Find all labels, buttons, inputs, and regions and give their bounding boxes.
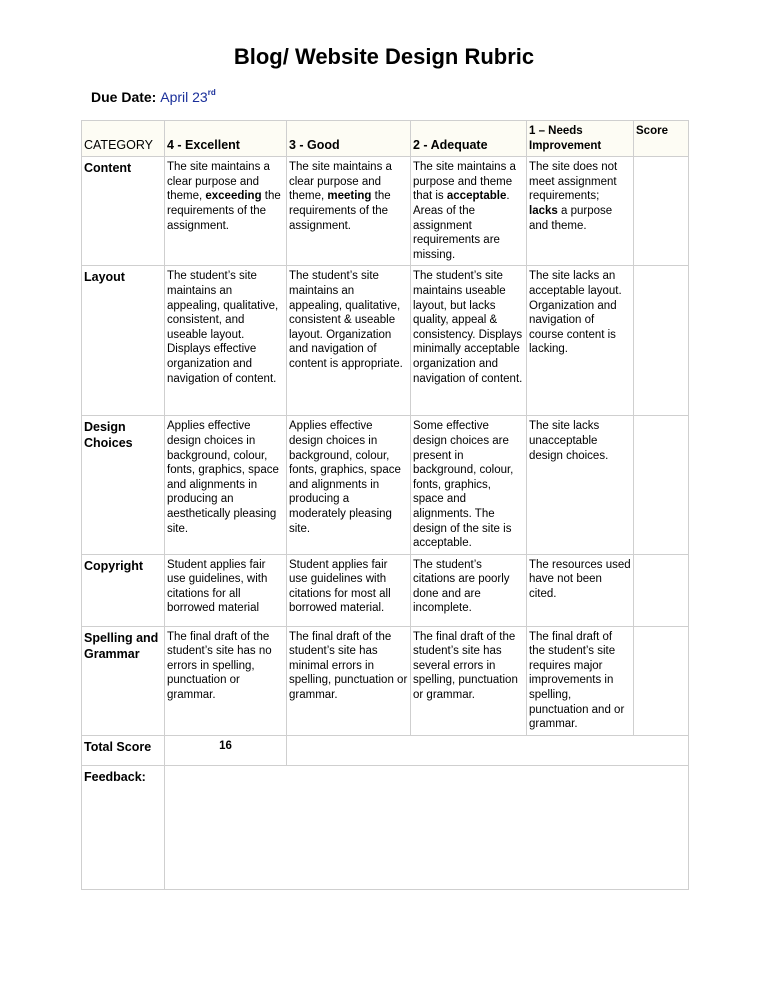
cell-good: The student’s site maintains an appealing, qualitative, consistent & useable layout. Organization and navigation of content is appropriate. [287, 266, 411, 416]
cell-needs-improvement: The site lacks an acceptable layout. Organization and navigation of course content is lacking. [527, 266, 634, 416]
row-design-choices [82, 416, 689, 554]
row-content [82, 157, 689, 266]
cell-score [634, 266, 689, 416]
row-label: Spelling and Grammar [82, 626, 165, 735]
cell-adequate: Some effective design choices are present in background, colour, fonts, graphics, space and alignments. The design of the site is acceptable. [411, 416, 527, 554]
header-score: Score [634, 121, 689, 157]
row-label: Content [82, 157, 165, 266]
cell-adequate: The student’s site maintains useable layout, but lacks quality, appeal & consistency. Displays minimally acceptable organization and navigation of content. [411, 266, 527, 416]
header-row [82, 121, 689, 157]
row-label: Copyright [82, 554, 165, 626]
row-feedback [82, 765, 689, 889]
due-date-label: Due Date: [91, 89, 157, 105]
total-score-value: 16 [165, 735, 287, 765]
header-category: CATEGORY [82, 121, 165, 157]
feedback-area[interactable] [165, 765, 689, 889]
cell-score [634, 554, 689, 626]
cell-score [634, 626, 689, 735]
cell-needs-improvement: The site does not meet assignment requirements; lacks a purpose and theme. [527, 157, 634, 266]
header-good: 3 - Good [287, 121, 411, 157]
cell-needs-improvement: The final draft of the student’s site requires major improvements in spelling, punctuation and or grammar. [527, 626, 634, 735]
cell-needs-improvement: The resources used have not been cited. [527, 554, 634, 626]
row-layout [82, 266, 689, 416]
due-date-value: April 23rd [160, 88, 216, 105]
row-label: Layout [82, 266, 165, 416]
cell-excellent: The student’s site maintains an appealing, qualitative, consistent, and useable layout. Displays effective organization and navigation of content. [165, 266, 287, 416]
row-total-score [82, 735, 689, 765]
cell-needs-improvement: The site lacks unacceptable design choices. [527, 416, 634, 554]
header-adequate: 2 - Adequate [411, 121, 527, 157]
row-label: Design Choices [82, 416, 165, 554]
cell-excellent: Student applies fair use guidelines, with citations for all borrowed material [165, 554, 287, 626]
cell-adequate: The student’s citations are poorly done and are incomplete. [411, 554, 527, 626]
total-score-label: Total Score [82, 735, 165, 765]
due-date [91, 88, 216, 105]
header-needs-improvement: 1 – Needs Improvement [527, 121, 634, 157]
cell-adequate: The final draft of the student’s site has several errors in spelling, punctuation or grammar. [411, 626, 527, 735]
cell-good: The final draft of the student’s site has minimal errors in spelling, punctuation or grammar. [287, 626, 411, 735]
row-spelling-grammar [82, 626, 689, 735]
header-excellent: 4 - Excellent [165, 121, 287, 157]
cell-good: Applies effective design choices in background, colour, fonts, graphics, space and alignments in producing a moderately pleasing site. [287, 416, 411, 554]
rubric-table [81, 120, 689, 890]
cell-excellent: The site maintains a clear purpose and theme, exceeding the requirements of the assignment. [165, 157, 287, 266]
cell-score [634, 416, 689, 554]
total-score-blank [287, 735, 689, 765]
row-copyright [82, 554, 689, 626]
cell-good: The site maintains a clear purpose and theme, meeting the requirements of the assignment. [287, 157, 411, 266]
cell-adequate: The site maintains a purpose and theme that is acceptable. Areas of the assignment requirements are missing. [411, 157, 527, 266]
page-title: Blog/ Website Design Rubric [233, 44, 535, 69]
feedback-label: Feedback: [82, 765, 165, 889]
cell-score [634, 157, 689, 266]
cell-excellent: The final draft of the student’s site has no errors in spelling, punctuation or grammar. [165, 626, 287, 735]
cell-excellent: Applies effective design choices in background, colour, fonts, graphics, space and alignments in producing an aesthetically pleasing site. [165, 416, 287, 554]
cell-good: Student applies fair use guidelines with citations for most all borrowed material. [287, 554, 411, 626]
